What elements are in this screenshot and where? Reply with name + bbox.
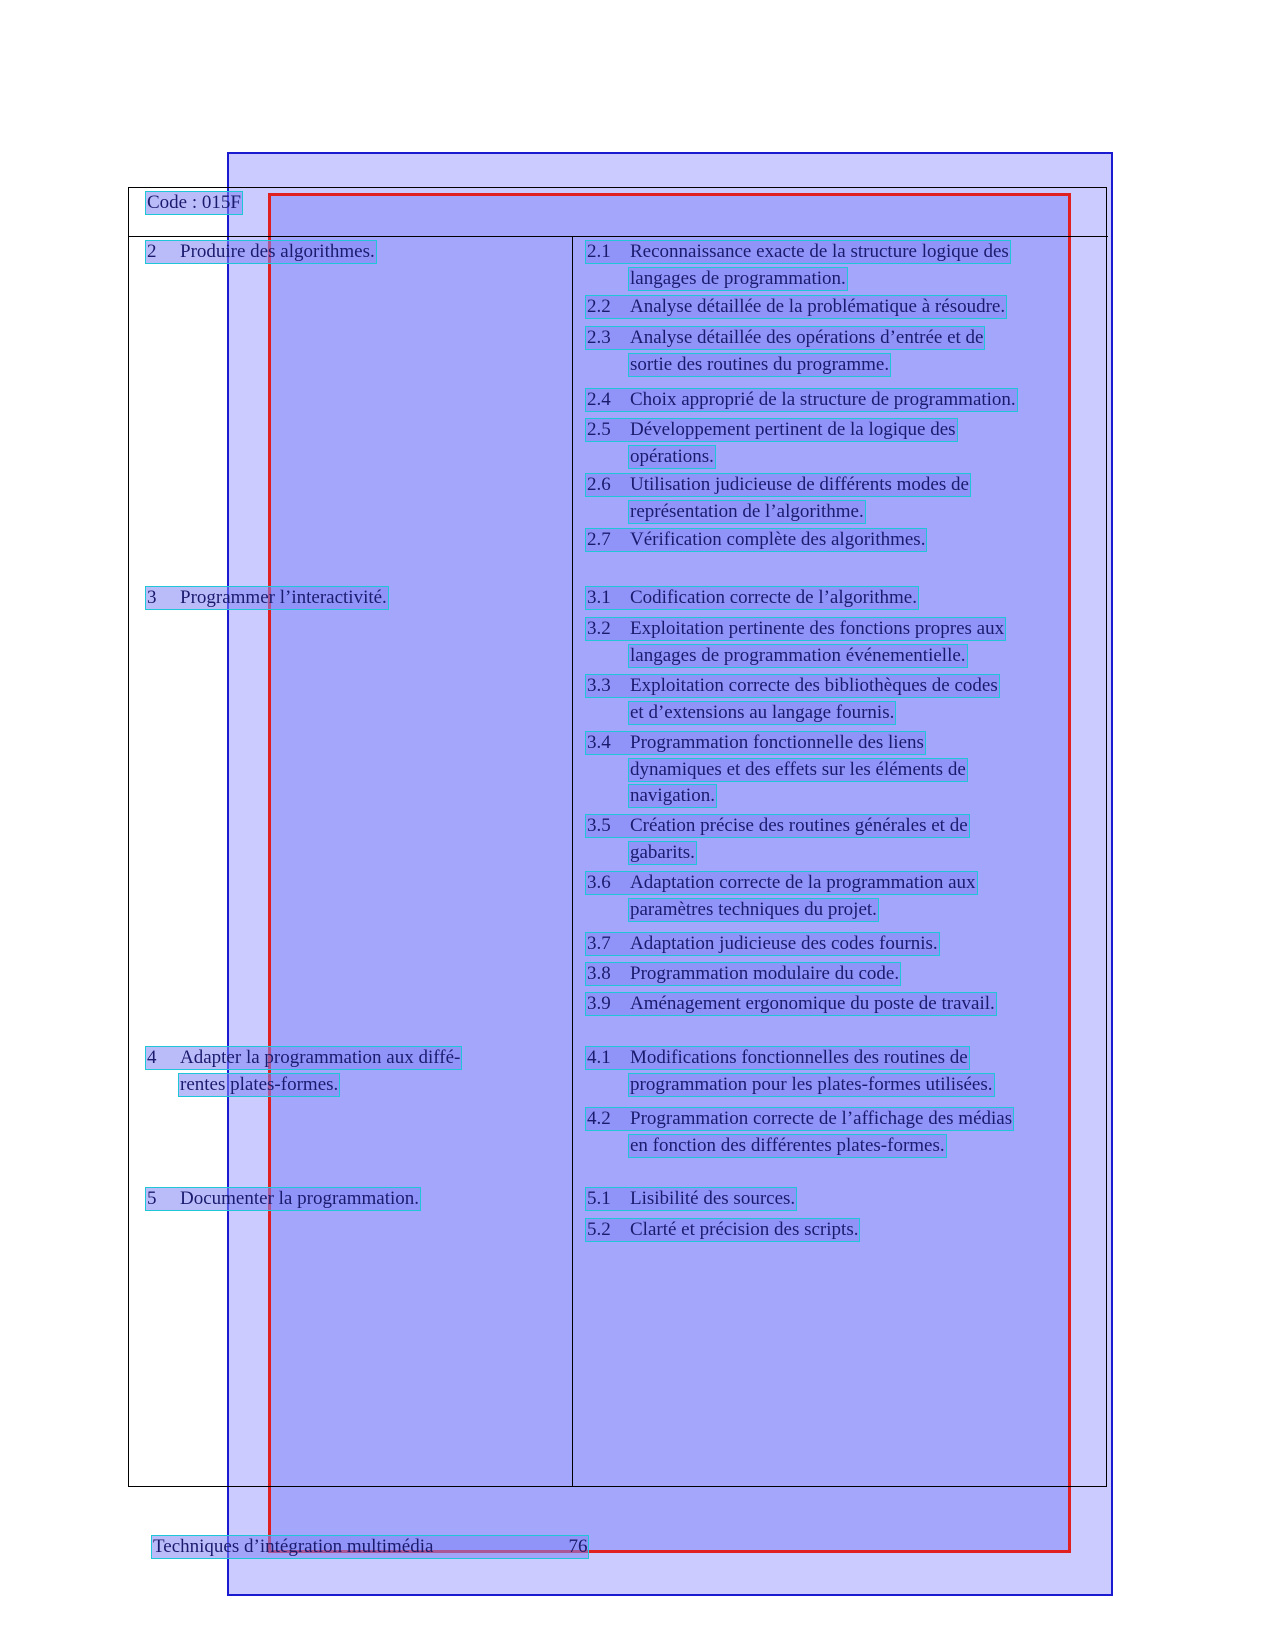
criterion-number: 3.7 <box>587 933 611 954</box>
criterion-item <box>585 295 1007 319</box>
criterion-text: Analyse détaillée de la problématique à résoudre. <box>630 296 1006 317</box>
criterion-item <box>585 1187 797 1211</box>
criterion-text: Lisibilité des sources. <box>630 1188 796 1209</box>
criterion-number: 3.9 <box>587 993 611 1014</box>
criterion-number: 5.2 <box>587 1219 611 1240</box>
page-number: 76 <box>568 1536 588 1557</box>
criterion-item <box>585 528 927 552</box>
criterion-item <box>585 871 978 895</box>
criterion-text-continued: programmation pour les plates-formes utilisées. <box>630 1073 993 1095</box>
element-number: 2 <box>147 241 157 262</box>
page-footer <box>151 1535 589 1559</box>
criterion-text: Adaptation correcte de la programmation aux <box>630 872 976 893</box>
criterion-text-continued: dynamiques et des effets sur les éléments de <box>630 758 966 780</box>
criterion-item <box>585 932 940 956</box>
criterion-text: Reconnaissance exacte de la structure logique des <box>630 241 1009 262</box>
footer-title: Techniques d’intégration multimédia <box>153 1536 434 1557</box>
criterion-number: 4.2 <box>587 1108 611 1129</box>
criterion-number: 5.1 <box>587 1188 611 1209</box>
criterion-number: 2.4 <box>587 389 611 410</box>
criterion-number: 4.1 <box>587 1047 611 1068</box>
criterion-number: 3.5 <box>587 815 611 836</box>
element-number: 3 <box>147 587 157 608</box>
criterion-item <box>585 674 1000 698</box>
criterion-text: Choix approprié de la structure de programmation. <box>630 389 1016 410</box>
criterion-item <box>585 617 1006 641</box>
criterion-text: Analyse détaillée des opérations d’entrée et de <box>630 327 984 348</box>
element-item <box>145 1187 421 1211</box>
criterion-number: 2.5 <box>587 419 611 440</box>
criterion-text-continued: gabarits. <box>630 841 695 863</box>
criterion-number: 2.2 <box>587 296 611 317</box>
criterion-item <box>585 326 985 350</box>
criterion-item <box>585 814 970 838</box>
criterion-text: Développement pertinent de la logique des <box>630 419 956 440</box>
element-text-continued: rentes plates-formes. <box>180 1073 339 1095</box>
criterion-text: Codification correcte de l’algorithme. <box>630 587 917 608</box>
criterion-text-continued: langages de programmation. <box>630 267 846 289</box>
criterion-text: Utilisation judicieuse de différents modes de <box>630 474 969 495</box>
criterion-text-continued: paramètres techniques du projet. <box>630 898 877 920</box>
column-divider <box>572 237 573 1487</box>
criterion-text: Création précise des routines générales et de <box>630 815 968 836</box>
element-text: Programmer l’interactivité. <box>180 587 387 608</box>
criterion-item <box>585 1218 860 1242</box>
criterion-text: Modifications fonctionnelles des routines de <box>630 1047 968 1068</box>
criterion-text: Programmation modulaire du code. <box>630 963 900 984</box>
criterion-number: 3.2 <box>587 618 611 639</box>
criterion-number: 2.3 <box>587 327 611 348</box>
element-text: Documenter la programmation. <box>180 1188 420 1209</box>
criterion-text: Vérification complète des algorithmes. <box>630 529 926 550</box>
element-item <box>145 240 377 264</box>
criterion-text-continued: sortie des routines du programme. <box>630 353 890 375</box>
criterion-text-continued: opérations. <box>630 445 714 467</box>
element-item <box>145 1046 462 1070</box>
criterion-item <box>585 962 901 986</box>
criterion-text-continued: langages de programmation événementielle. <box>630 644 966 666</box>
criterion-number: 3.6 <box>587 872 611 893</box>
criterion-text: Clarté et précision des scripts. <box>630 1219 859 1240</box>
criterion-item <box>585 240 1011 264</box>
criterion-text: Aménagement ergonomique du poste de travail. <box>630 993 995 1014</box>
criterion-text-continued: et d’extensions au langage fournis. <box>630 701 895 723</box>
criterion-text: Exploitation pertinente des fonctions propres aux <box>630 618 1005 639</box>
element-text: Adapter la programmation aux diffé- <box>180 1047 461 1068</box>
element-number: 5 <box>147 1188 157 1209</box>
criterion-text: Programmation fonctionnelle des liens <box>630 732 924 753</box>
criterion-text-continued: en fonction des différentes plates-formes. <box>630 1134 945 1156</box>
element-item <box>145 586 389 610</box>
code-label: Code : 015F <box>147 192 241 213</box>
criterion-item <box>585 586 919 610</box>
element-text: Produire des algorithmes. <box>180 241 375 262</box>
criterion-item <box>585 731 926 755</box>
criterion-number: 3.1 <box>587 587 611 608</box>
criterion-item <box>585 992 997 1016</box>
criterion-item <box>585 473 971 497</box>
criterion-item <box>585 1046 970 1070</box>
criterion-number: 2.7 <box>587 529 611 550</box>
header-rule <box>128 236 1108 237</box>
criterion-text: Adaptation judicieuse des codes fournis. <box>630 933 938 954</box>
criterion-number: 3.8 <box>587 963 611 984</box>
criterion-item <box>585 1107 1014 1131</box>
criterion-text-continued: navigation. <box>630 785 715 806</box>
criterion-text-continued: représentation de l’algorithme. <box>630 500 864 522</box>
criterion-number: 2.1 <box>587 241 611 262</box>
criterion-item <box>585 388 1018 412</box>
criterion-number: 3.3 <box>587 675 611 696</box>
criterion-text: Programmation correcte de l’affichage des médias <box>630 1108 1013 1129</box>
criterion-number: 3.4 <box>587 732 611 753</box>
criterion-item <box>585 418 958 442</box>
criterion-number: 2.6 <box>587 474 611 495</box>
criterion-text: Exploitation correcte des bibliothèques de codes <box>630 675 998 696</box>
element-number: 4 <box>147 1047 157 1068</box>
